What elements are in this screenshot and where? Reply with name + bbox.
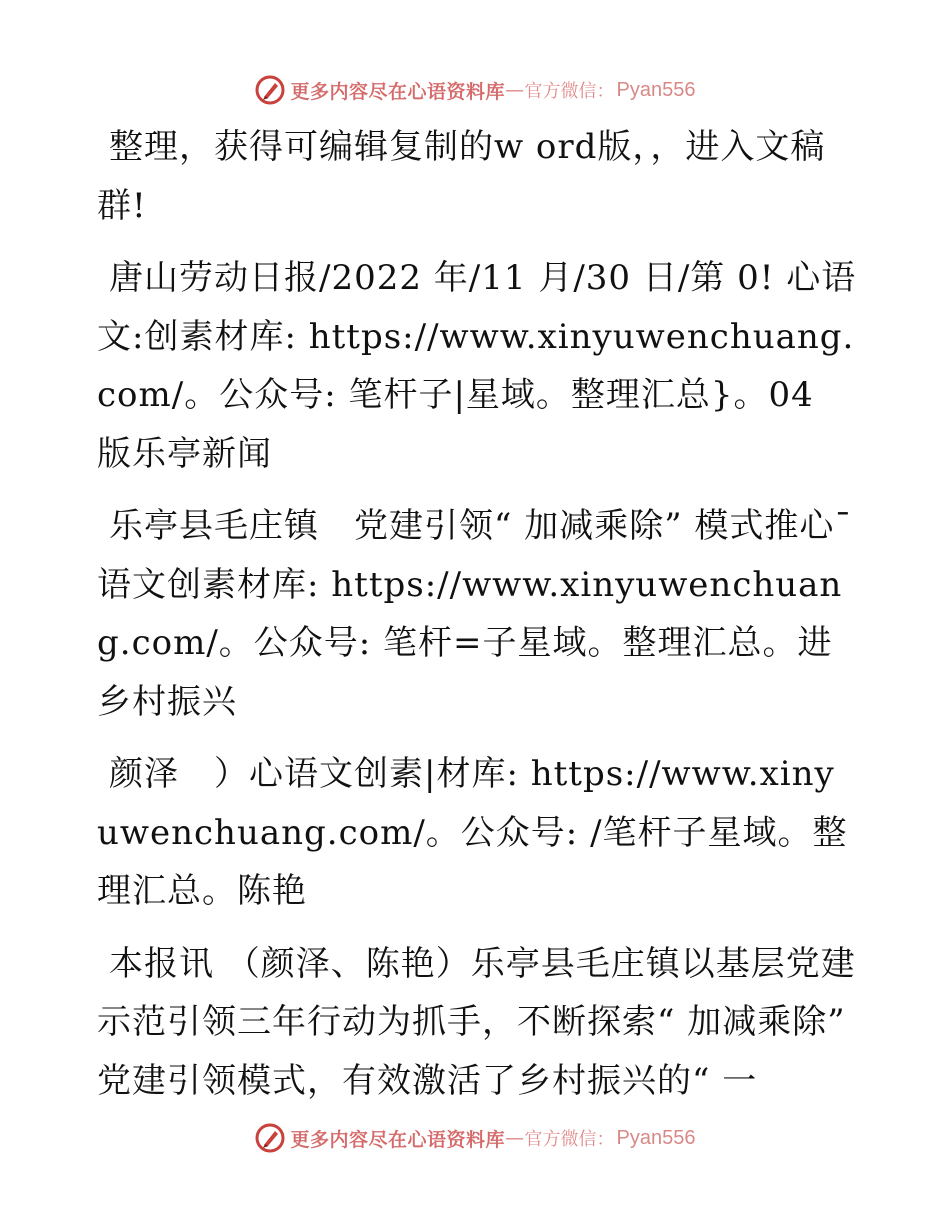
paragraph-byline: 颜泽 ）心语文创素|材库: https://www.xinyuwenchuang.com/。公众号: /笔杆子星域。整理汇总。陈艳 — [97, 754, 848, 911]
document-body — [97, 118, 857, 1124]
paragraph-source: 唐山劳动日报/2022 年/11 月/30 日/第 0! 心语文:创素材库: https://www.xinyuwenchuang.com/。公众号: 笔杆子|星域。整理汇总}。04 版乐亭新闻 — [97, 258, 857, 474]
banner-separator: — — [505, 79, 525, 101]
banner-wechat-label: 官方微信： — [524, 81, 615, 102]
footer-banner — [0, 1118, 950, 1158]
paragraph-intro: 整理，获得可编辑复制的w ord版，，进入文稿群! — [97, 127, 826, 226]
pen-logo-icon — [255, 1123, 285, 1153]
pen-logo-icon — [255, 75, 285, 105]
banner-main-text: 更多内容尽在心语资料库 — [290, 1128, 506, 1151]
banner-separator: — — [505, 1127, 525, 1149]
banner-handle: Pyan556 — [616, 78, 696, 101]
banner-wechat-label: 官方微信： — [524, 1129, 615, 1150]
paragraph-body: 本报讯 （颜泽、陈艳）乐亭县毛庄镇以基层党建示范引领三年行动为抓手，不断探索“ 加减乘除” 党建引领模式，有效激活了乡村振兴的“ 一 — [97, 943, 856, 1101]
header-banner — [0, 70, 950, 110]
paragraph-headline: 乐亭县毛庄镇 党建引领“ 加减乘除” 模式推心¯语文创素材库: https://www.xinyuwenchuang.com/。公众号: 笔杆=子星域。整理汇总。进乡村振兴 — [97, 506, 853, 722]
banner-main-text: 更多内容尽在心语资料库 — [290, 80, 506, 103]
banner-handle: Pyan556 — [616, 1126, 696, 1149]
